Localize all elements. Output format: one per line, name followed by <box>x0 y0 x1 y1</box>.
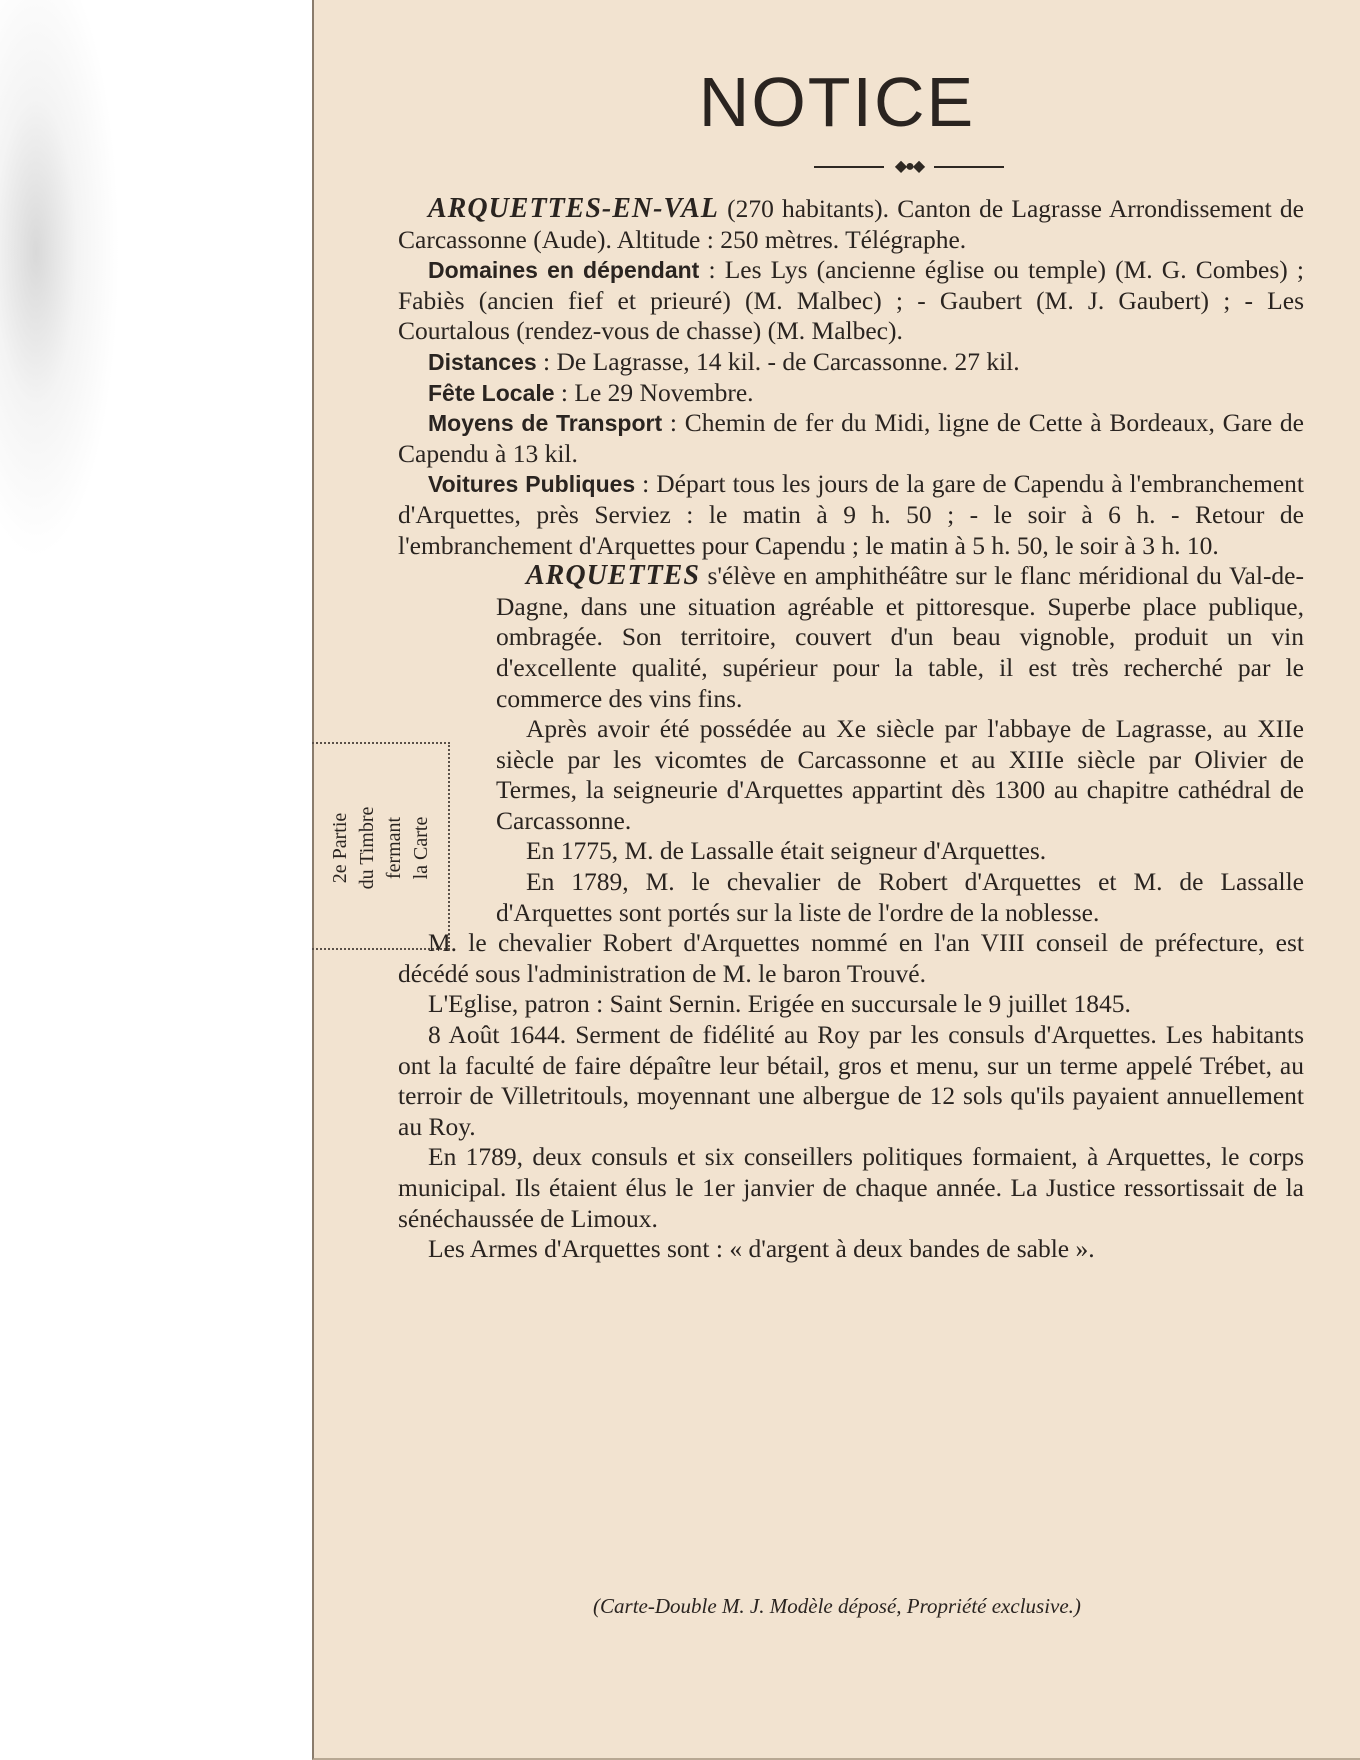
ornament-line-left <box>814 166 884 168</box>
paragraph-text: : Le 29 Novembre. <box>554 377 754 407</box>
paragraph-text: s'élève en amphithéâtre sur le flanc méridional du Val-de-Dagne, dans une situation agréable et pittoresque. Superbe place publique, ombragée. Son territoire, couvert d'un beau vignoble, produit un vin d'excellente qualité, supérieur pour la table, il est très recherché par le commerce des vins fins. <box>496 561 1304 713</box>
stamp-spacer <box>398 561 496 901</box>
paragraph-armes: Les Armes d'Arquettes sont : « d'argent à deux bandes de sable ». <box>428 1234 1095 1264</box>
notice-body <box>398 194 1304 1265</box>
section-label: Voitures Publiques <box>428 471 636 498</box>
paragraph-domaines <box>398 255 1304 347</box>
paragraph-chevalier: M. le chevalier Robert d'Arquettes nommé en l'an VIII conseil de préfecture, est décédé sous l'administration de M. le baron Trouvé. <box>398 928 1304 988</box>
ornament-icon: ◆●◆ <box>894 158 924 175</box>
paragraph-distances <box>398 347 1304 378</box>
paragraph-description <box>398 561 1304 714</box>
paragraph-fete <box>398 378 1304 409</box>
section-label: Distances <box>428 348 537 375</box>
stamp-line: fermant <box>383 816 405 880</box>
stamp-line: la Carte <box>410 816 432 880</box>
paragraph-eglise: L'Eglise, patron : Saint Sernin. Erigée en succursale le 9 juillet 1845. <box>428 989 1131 1019</box>
paragraph-1775: En 1775, M. de Lassalle était seigneur d'Arquettes. <box>526 836 1047 866</box>
paragraph-text: (270 habitants). Canton de Lagrasse Arrondissement de Carcassonne (Aude). Altitude : 250 mètres. Télégraphe. <box>398 194 1304 254</box>
paragraph-1644: 8 Août 1644. Serment de fidélité au Roy par les consuls d'Arquettes. Les habitants ont la faculté de faire dépaître leur bétail, gros et menu, sur un terme appelé Trébet, au terroir de Villetritouls, moyennant une albergue de 12 sols qu'ils payaient annuellement au Roy. <box>398 1020 1304 1141</box>
paragraph-text: : Les Lys (ancienne église ou temple) (M. G. Combes) ; Fabiès (ancien fief et prieuré) (M. Malbec) ; - Gaubert (M. J. Gaubert) ; - Les Courtalous (rendez-vous de chasse) (M. Malbec). <box>398 255 1304 346</box>
paragraph-text: : Départ tous les jours de la gare de Capendu à l'embranchement d'Arquettes, près Serviez : le matin à 9 h. 50 ; - le soir à 6 h. - Retour de l'embranchement d'Arquettes pour Capendu ; le matin à 5 h. 50, le soir à 3 h. 10. <box>398 469 1304 560</box>
paragraph-text: : De Lagrasse, 14 kil. - de Carcassonne. 27 kil. <box>536 346 1020 376</box>
stamp-line: 2e Partie <box>329 812 351 884</box>
paragraph-1789-noblesse: En 1789, M. le chevalier de Robert d'Arquettes et M. de Lassalle d'Arquettes sont portés sur la liste de l'ordre de la noblesse. <box>496 867 1304 927</box>
paragraph-intro <box>398 194 1304 255</box>
paragraph-text: : Chemin de fer du Midi, ligne de Cette à Bordeaux, Gare de Capendu à 13 kil. <box>398 408 1305 468</box>
notice-card <box>312 0 1360 1760</box>
paragraph-voitures <box>398 469 1304 561</box>
footer-note: (Carte-Double M. J. Modèle déposé, Propriété exclusive.) <box>593 1594 1081 1618</box>
paragraph-history: Après avoir été possédée au Xe siècle par l'abbaye de Lagrasse, au XIIe siècle par les vicomtes de Carcassonne et au XIIIe siècle par Olivier de Termes, la seigneurie d'Arquettes appartint dès 1300 au chapitre cathédral de Carcassonne. <box>496 714 1304 835</box>
town-name: ARQUETTES <box>526 560 700 592</box>
title-ornament <box>814 160 1004 174</box>
paragraph-transport <box>398 408 1304 469</box>
section-label: Moyens de Transport <box>428 410 663 437</box>
section-label: Domaines en dépendant <box>428 257 700 284</box>
ornament-line-right <box>934 166 1004 168</box>
scan-shadow <box>0 0 120 560</box>
stamp-line: du Timbre <box>356 806 378 890</box>
town-name: ARQUETTES-EN-VAL <box>428 193 719 224</box>
section-label: Fête Locale <box>428 379 555 406</box>
paragraph-1789-consuls: En 1789, deux consuls et six conseillers politiques formaient, à Arquettes, le corps municipal. Ils étaient élus le 1er janvier de chaque année. La Justice ressortissait de la sénéchaussée de Limoux. <box>398 1142 1304 1233</box>
page-title: NOTICE <box>698 63 976 141</box>
